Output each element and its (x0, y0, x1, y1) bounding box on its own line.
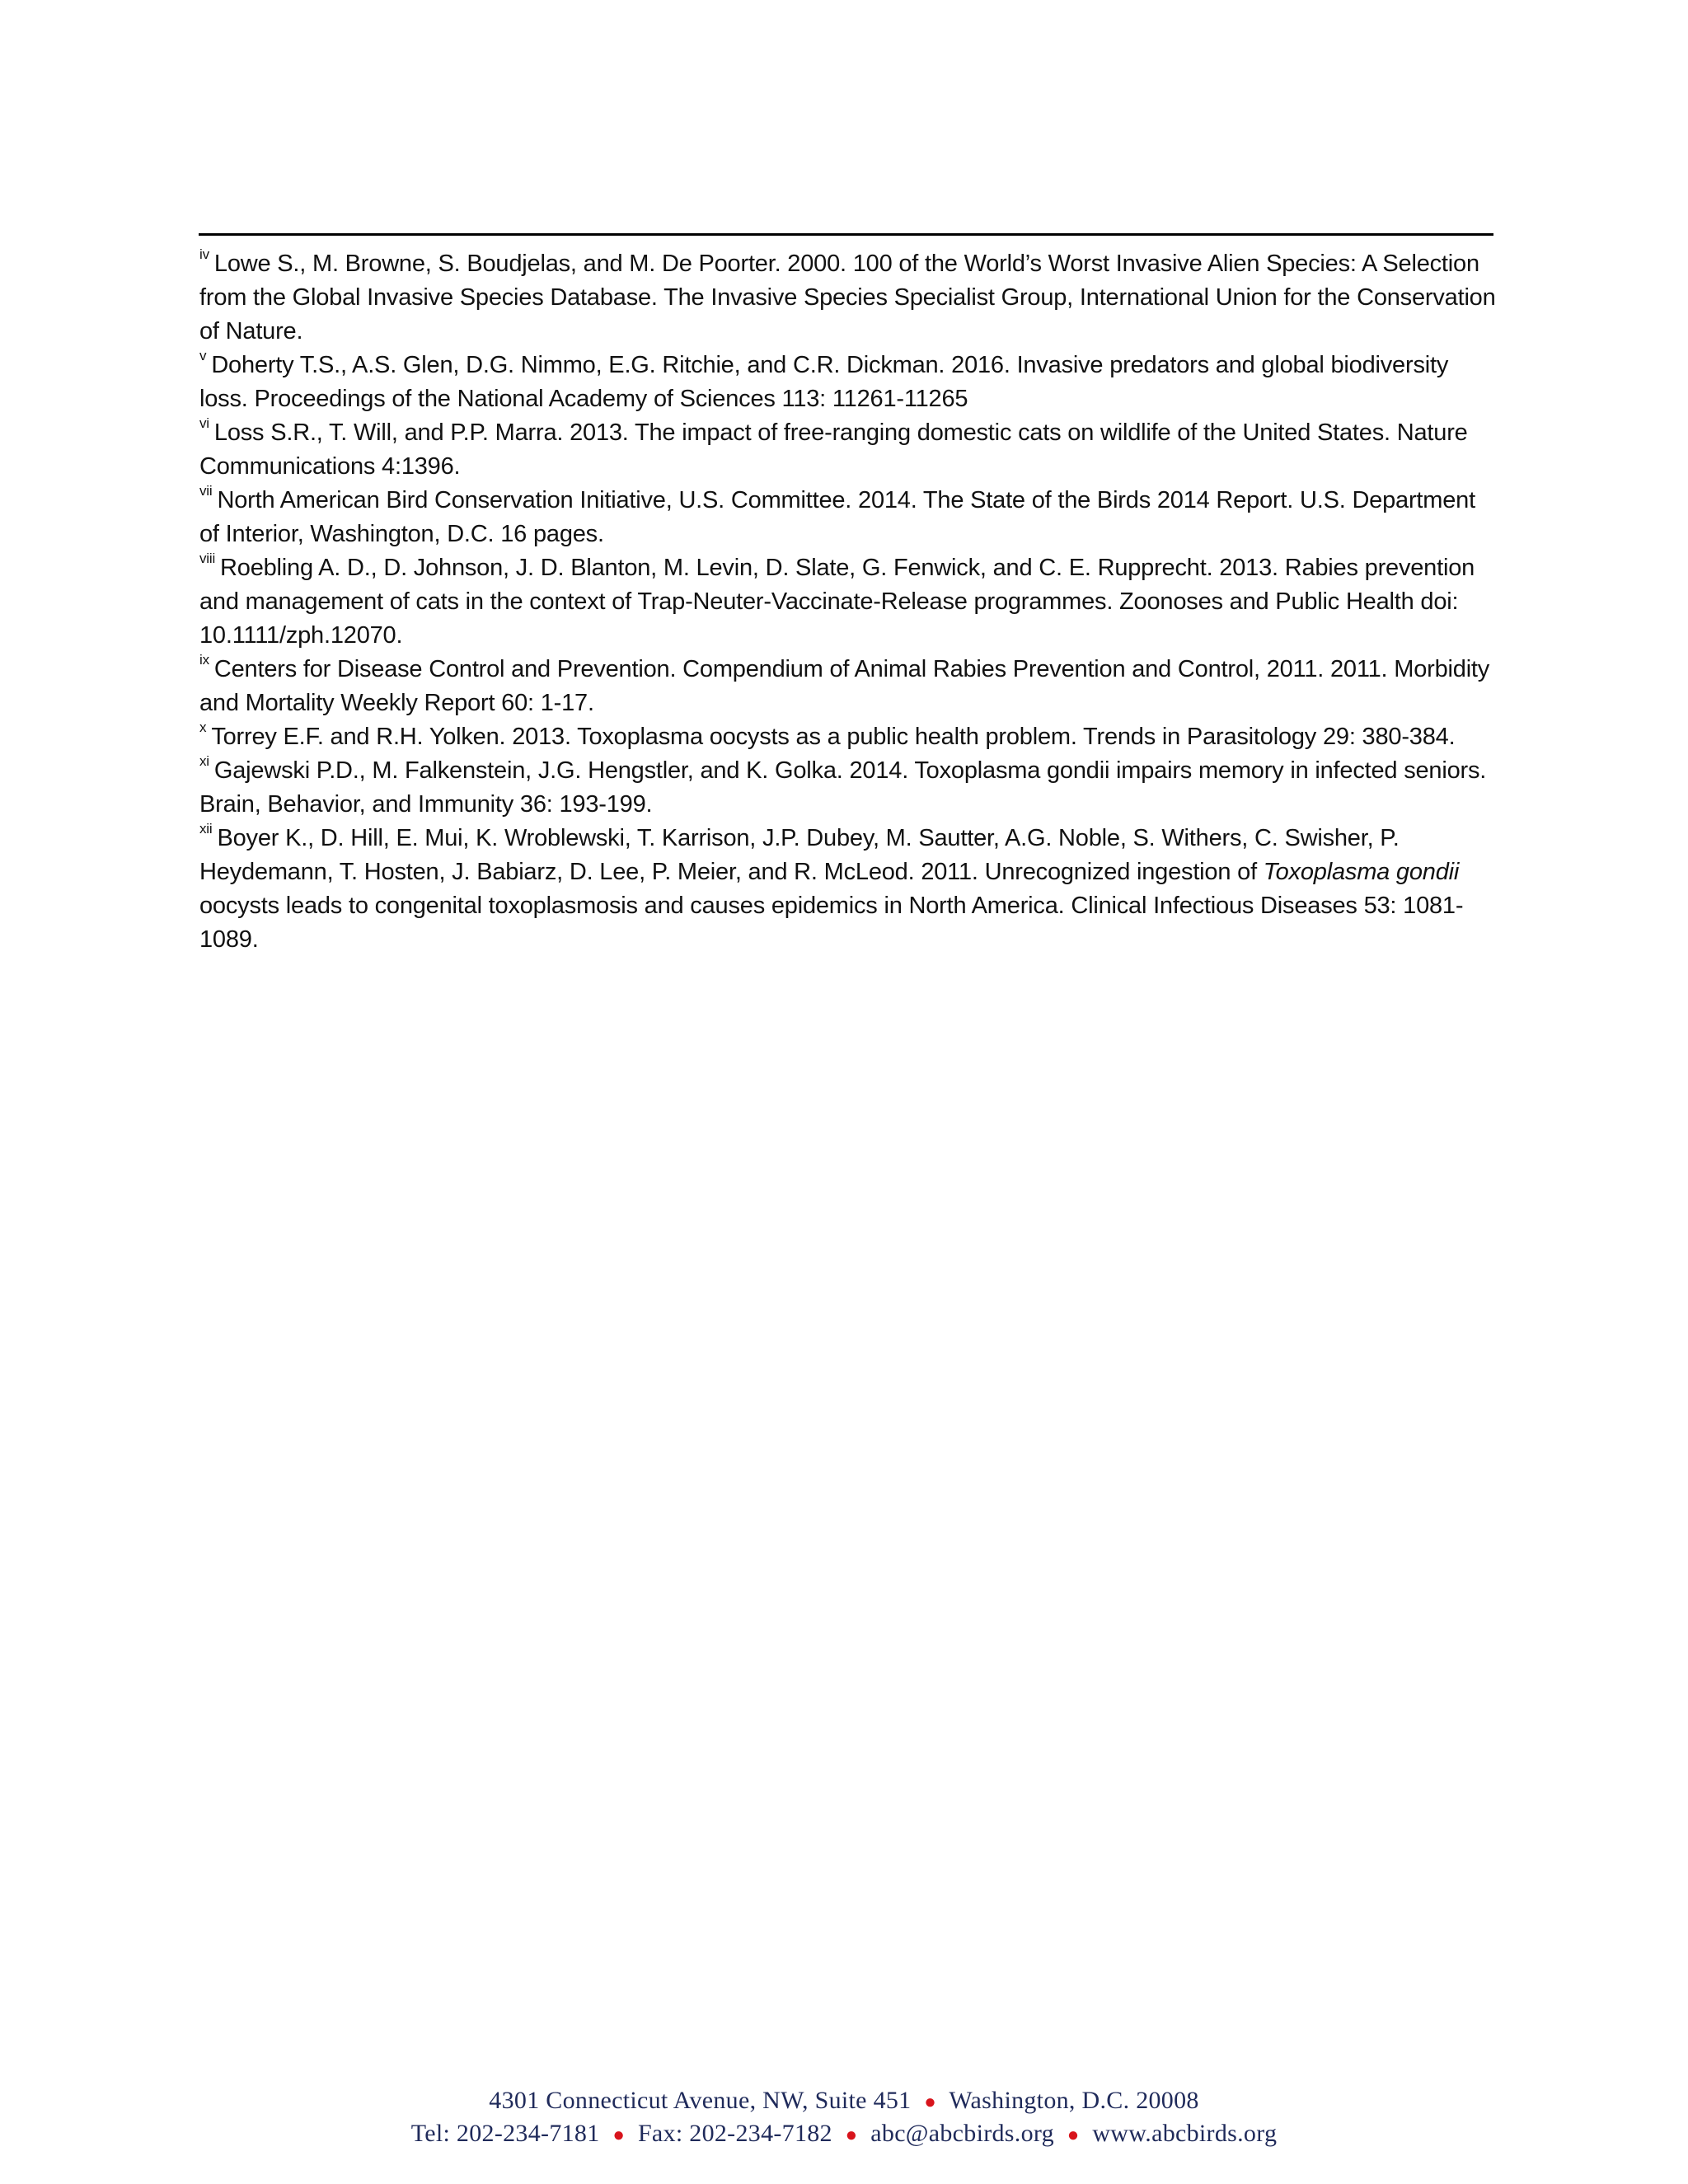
footer-bullet-icon: ● (1067, 2125, 1080, 2146)
endnotes-list (199, 247, 1498, 957)
footer-email: abc@abcbirds.org (870, 2120, 1054, 2147)
endnote-text-before: Boyer K., D. Hill, E. Mui, K. Wroblewski, T. Karrison, J.P. Dubey, M. Sautter, A.G. Noble, S. Withers, C. Swisher, P. Heydemann, T. Hosten, J. Babiarz, D. Lee, P. Meier, and R. McLeod. 2011. Unrecognized ingestion of (199, 825, 1400, 885)
endnote-text-after: oocysts leads to congenital toxoplasmosis and causes epidemics in North America. Clinical Infectious Diseases 53: 1081-1089. (199, 893, 1464, 953)
footer-street-address: 4301 Connecticut Avenue, NW, Suite 451 (489, 2087, 912, 2114)
endnote-text: Doherty T.S., A.S. Glen, D.G. Nimmo, E.G. Ritchie, and C.R. Dickman. 2016. Invasive predators and global biodiversity loss. Proceedings of the National Academy of Sciences 113: 11261-11265 (199, 352, 1449, 412)
endnote-marker: vi (199, 415, 209, 432)
letterhead-footer (0, 2085, 1688, 2151)
endnote-ix (199, 653, 1498, 720)
endnote-text: Lowe S., M. Browne, S. Boudjelas, and M. De Poorter. 2000. 100 of the World’s Worst Invasive Alien Species: A Selection from the Global Invasive Species Database. The Invasive Species Specialist Group, International Union for the Conservation of Nature. (199, 251, 1496, 344)
endnote-marker: viii (199, 551, 216, 567)
endnote-xii (199, 822, 1498, 957)
footer-city: Washington, D.C. 20008 (949, 2087, 1199, 2114)
endnote-vi (199, 416, 1498, 484)
endnote-v (199, 349, 1498, 416)
footer-telephone: Tel: 202-234-7181 (410, 2120, 600, 2147)
endnote-text: North American Bird Conservation Initiative, U.S. Committee. 2014. The State of the Birds 2014 Report. U.S. Department of Interior, Washington, D.C. 16 pages. (199, 487, 1475, 547)
footer-bullet-icon: ● (845, 2125, 858, 2146)
endnote-marker: ix (199, 652, 209, 668)
endnote-x (199, 720, 1498, 754)
endnote-text: Gajewski P.D., M. Falkenstein, J.G. Hengstler, and K. Golka. 2014. Toxoplasma gondii impairs memory in infected seniors. Brain, Behavior, and Immunity 36: 193-199. (199, 757, 1487, 818)
endnote-species-name: Toxoplasma gondii (1263, 859, 1460, 885)
endnote-marker: iv (199, 246, 209, 263)
footer-website: www.abcbirds.org (1092, 2120, 1278, 2147)
endnote-xi (199, 754, 1498, 822)
endnote-marker: xii (199, 821, 213, 837)
footer-address-line (0, 2085, 1688, 2118)
footer-fax: Fax: 202-234-7182 (637, 2120, 832, 2147)
endnote-marker: vii (199, 483, 213, 499)
endnote-marker: v (199, 348, 207, 364)
endnote-marker: xi (199, 753, 209, 770)
footer-contact-line (0, 2118, 1688, 2151)
footer-bullet-icon: ● (612, 2125, 626, 2146)
endnote-vii (199, 484, 1498, 551)
endnote-text: Torrey E.F. and R.H. Yolken. 2013. Toxoplasma oocysts as a public health problem. Trends in Parasitology 29: 380-384. (211, 724, 1456, 750)
endnote-iv (199, 247, 1498, 349)
endnote-text: Loss S.R., T. Will, and P.P. Marra. 2013. The impact of free-ranging domestic cats on wildlife of the United States. Nature Communications 4:1396. (199, 419, 1468, 480)
endnote-marker: x (199, 719, 207, 736)
footnote-separator-rule (199, 233, 1493, 236)
endnote-text: Centers for Disease Control and Prevention. Compendium of Animal Rabies Prevention and Control, 2011. 2011. Morbidity and Mortality Weekly Report 60: 1-17. (199, 656, 1490, 716)
endnote-text: Roebling A. D., D. Johnson, J. D. Blanton, M. Levin, D. Slate, G. Fenwick, and C. E. Rupprecht. 2013. Rabies prevention and management of cats in the context of Trap-Neuter-Vaccinate-Release programmes. Zoonoses and Public Health doi: 10.1111/zph.12070. (199, 555, 1475, 649)
endnote-viii (199, 551, 1498, 653)
footer-bullet-icon: ● (924, 2092, 937, 2113)
